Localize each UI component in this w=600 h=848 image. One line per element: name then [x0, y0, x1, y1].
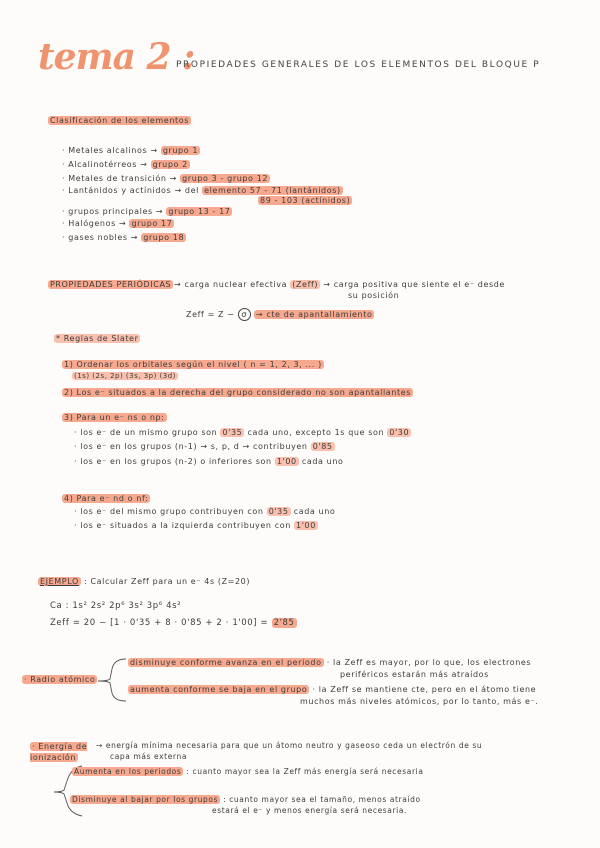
slater-rule-3a: · los e⁻ de un mismo grupo son 0'35 cada uno, excepto 1s que son 0'30: [74, 428, 410, 437]
slater-rule-4b: · los e⁻ situados a la izquierda contribuyen con 1'00: [74, 521, 316, 530]
clasificacion-item: 89 - 103 (actínidos): [260, 196, 351, 205]
slater-heading: * Reglas de Slater: [56, 334, 139, 343]
ejemplo-calc: Zeff = 20 − [1 · 0'35 + 8 · 0'85 + 2 · 1'00] = 2'85: [50, 618, 295, 628]
radio-top: disminuye conforme avanza en el periodo · la Zeff es mayor, por lo que, los electrones: [130, 658, 532, 667]
slater-rule-1: 1) Ordenar los orbitales según el nivel ( n = 1, 2, 3, ... ): [64, 360, 322, 369]
clasificacion-item: · Halógenos → grupo 17: [62, 219, 173, 228]
slater-rule-1b: (1s) (2s, 2p) (3s, 3p) (3d): [74, 372, 176, 380]
energia-text: → energía mínima necesaria para que un átomo neutro y gaseoso ceda un electrón de su: [96, 741, 483, 750]
slater-rule-3c: · los e⁻ en los grupos (n-2) o inferiores son 1'00 cada uno: [74, 457, 344, 466]
ejemplo-line: EJEMPLO : Calcular Zeff para un e⁻ 4s (Z=20): [40, 577, 251, 586]
energia-text-2: capa más externa: [110, 752, 188, 761]
clasificacion-item: · gases nobles → grupo 18: [62, 233, 185, 242]
energia-label: · Energía de ionización: [30, 742, 88, 762]
radio-top-2: periféricos estarán más atraídos: [340, 670, 489, 679]
energia-top: Aumenta en los periodos : cuanto mayor sea la Zeff más energía será necesaria: [74, 767, 424, 776]
clasificacion-item: · grupos principales → grupo 13 - 17: [62, 207, 231, 216]
ejemplo-config: Ca : 1s² 2s² 2p⁶ 3s² 3p⁶ 4s²: [50, 601, 182, 611]
clasificacion-item: · Metales de transición → grupo 3 - grupo 12: [62, 174, 269, 183]
sigma-circle: σ: [238, 308, 251, 321]
radio-bottom-2: muchos más niveles atómicos, por lo tanto, más e⁻.: [300, 697, 539, 706]
slater-rule-4: 4) Para e⁻ nd o nf:: [64, 494, 149, 503]
clasificacion-heading: Clasificación de los elementos: [50, 116, 189, 125]
page-subtitle: PROPIEDADES GENERALES DE LOS ELEMENTOS DEL BLOQUE P: [176, 60, 541, 70]
clasificacion-item: · Alcalinotérreos → grupo 2: [62, 160, 188, 169]
periodicas-label: PROPIEDADES PERIÓDICAS: [50, 280, 172, 289]
energia-bottom-2: estará el e⁻ y menos energía será necesaria.: [212, 806, 408, 815]
slater-rule-4a: · los e⁻ del mismo grupo contribuyen con 0'35 cada uno: [74, 507, 336, 516]
zeff-mark: (Zeff): [292, 280, 319, 289]
page-title: tema 2 :: [38, 36, 195, 78]
slater-rule-3: 3) Para un e⁻ ns o np:: [64, 413, 165, 422]
radio-label: · Radio atómico: [24, 675, 96, 684]
energia-bottom: Disminuye al bajar por los grupos : cuanto mayor sea el tamaño, menos atraído: [72, 795, 421, 804]
zeff-formula: Zeff = Z − σ → cte de apantallamiento: [186, 310, 373, 319]
clasificacion-item: · Metales alcalinos → grupo 1: [62, 146, 199, 155]
clasificacion-item: · Lantánidos y actínidos → del elemento 57 - 71 (lantánidos): [62, 186, 341, 195]
periodicas-line2: su posición: [348, 291, 400, 300]
slater-rule-2: 2) Los e⁻ situados a la derecha del grupo considerado no son apantallantes: [64, 388, 412, 397]
periodicas-line1: → carga nuclear efectiva (Zeff) → carga positiva que siente el e⁻ desde: [174, 280, 505, 289]
slater-rule-3b: · los e⁻ en los grupos (n-1) → s, p, d → contribuyen 0'85: [74, 442, 333, 451]
radio-bottom: aumenta conforme se baja en el grupo · la Zeff se mantiene cte, pero en el átomo tiene: [130, 685, 537, 694]
